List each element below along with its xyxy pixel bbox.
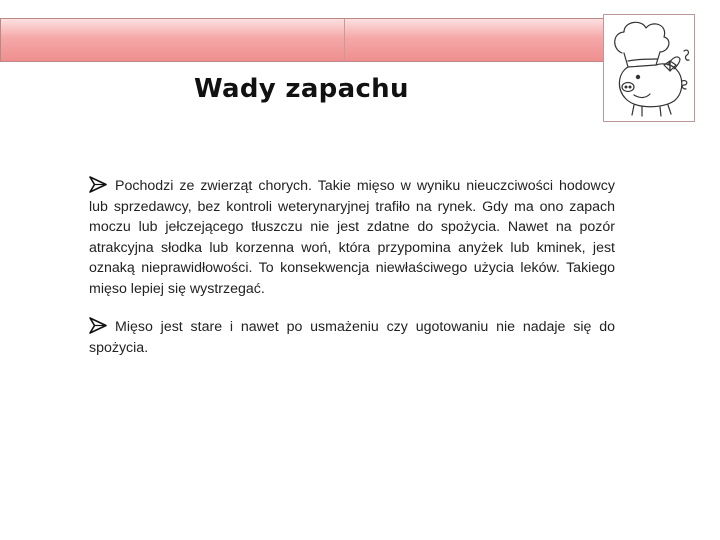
chef-pig-logo-icon bbox=[604, 15, 694, 121]
page-title: Wady zapachu bbox=[194, 74, 409, 104]
arrow-bullet-icon bbox=[89, 176, 111, 193]
arrow-bullet-icon bbox=[89, 317, 111, 334]
bullet-text: Mięso jest stare i nawet po usmażeniu czy ugotowaniu nie nadaje się do spożycia. bbox=[89, 319, 615, 356]
bullet-text: Pochodzi ze zwierząt chorych. Takie mięso w wyniku nieuczciwości hodowcy lub sprzedawcy, bez kontroli weterynaryjnej trafiło na rynek. Gdy ma ono zapach moczu lub jełczejącego tłuszczu nie jest zdatne do spożycia. Nawet na pozór atrakcyjna słodka lub korzenna woń, która przypomina anyżek lub kminek, jest oznaką nieprawidłowości. To konsekwencja niewłaściwego użycia leków. Takiego mięso lepiej się wystrzegać. bbox=[89, 178, 615, 297]
header-bar bbox=[0, 18, 603, 62]
header-divider bbox=[344, 19, 345, 61]
list-item bbox=[89, 176, 615, 299]
bullet-list bbox=[89, 176, 615, 376]
logo bbox=[603, 14, 695, 122]
list-item bbox=[89, 317, 615, 358]
